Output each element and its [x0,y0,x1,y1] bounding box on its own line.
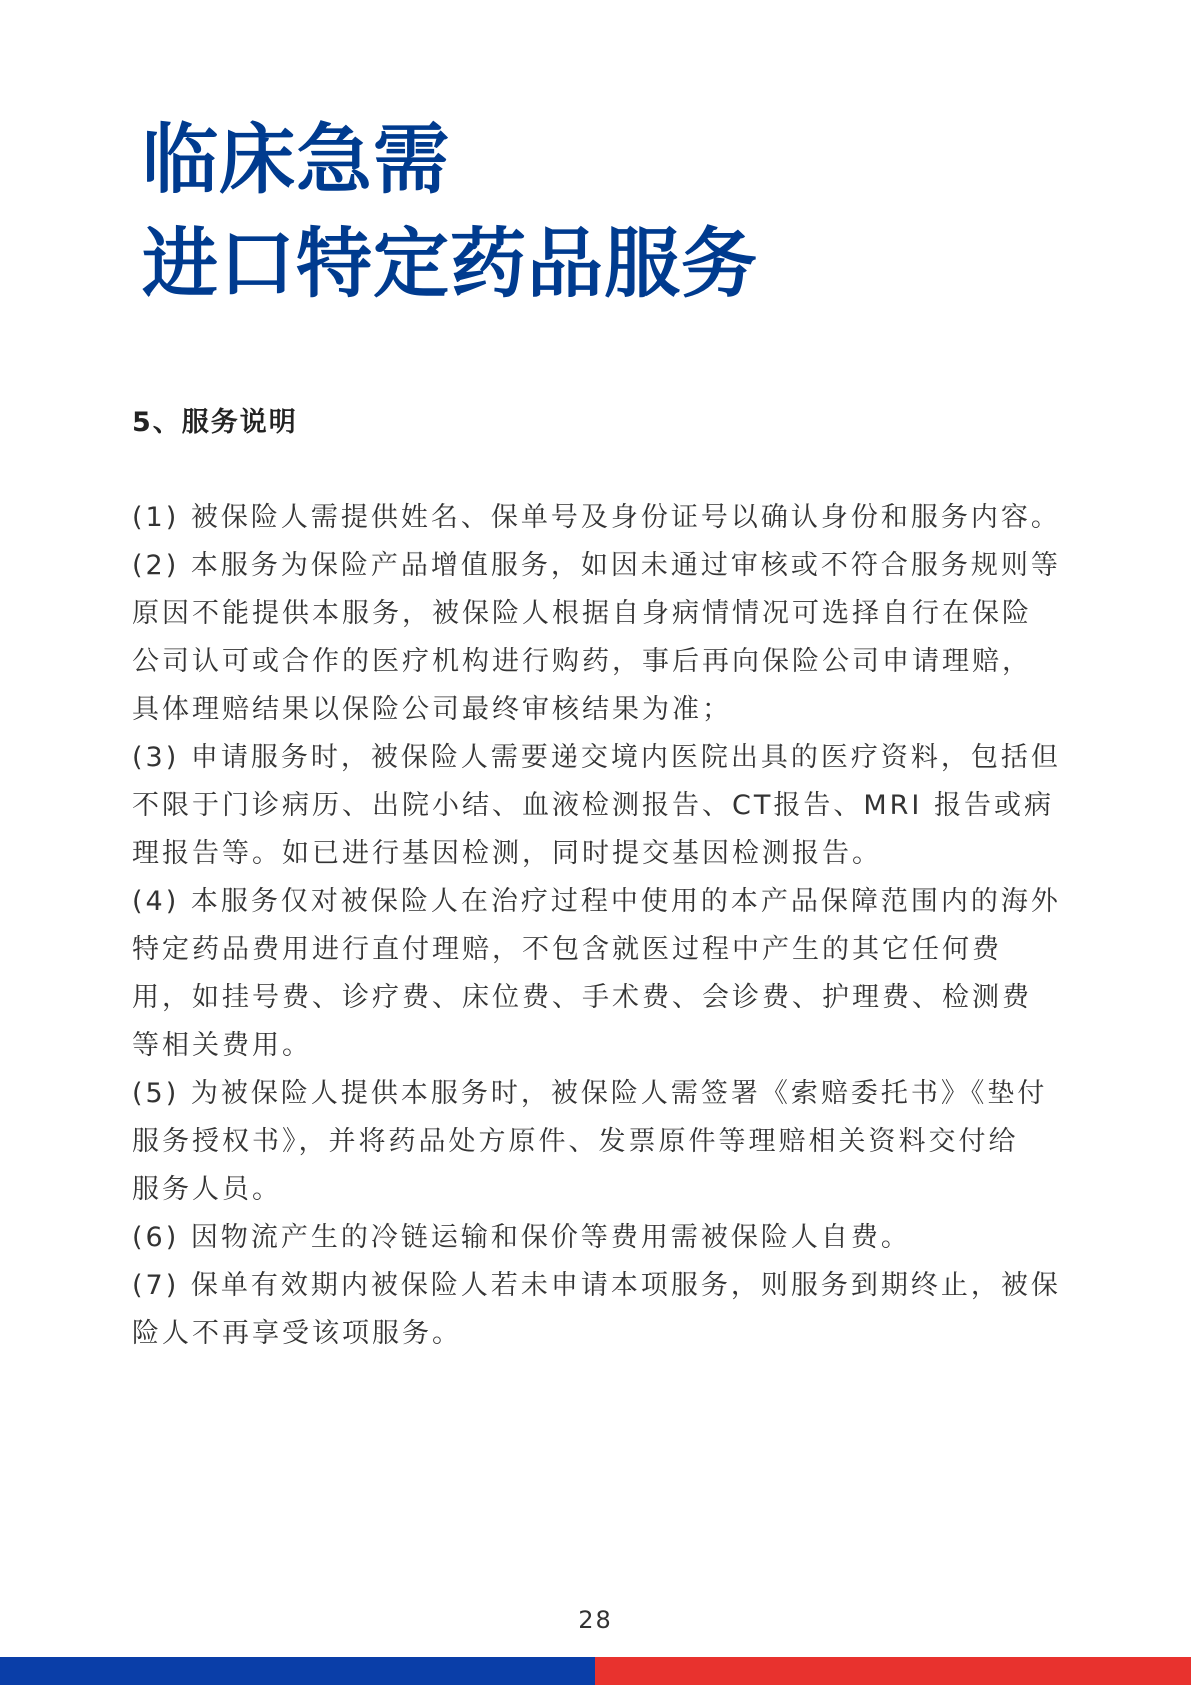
content-line: 具体理赔结果以保险公司最终审核结果为准； [132,694,732,725]
content-line: (2) 本服务为保险产品增值服务，如因未通过审核或不符合服务规则等 [132,550,1061,581]
content-line: (1) 被保险人需提供姓名、保单号及身份证号以确认身份和服务内容。 [132,502,1061,533]
page-title-line-1: 临床急需 [142,115,450,204]
content-line: 险人不再享受该项服务。 [132,1318,462,1349]
content-line: 不限于门诊病历、出院小结、血液检测报告、CT报告、MRI 报告或病 [132,790,1054,821]
page-title-line-2: 进口特定药品服务 [142,219,758,308]
content-line: 服务授权书》，并将药品处方原件、发票原件等理赔相关资料交付给 [132,1126,1019,1157]
content-line: (6) 因物流产生的冷链运输和保价等费用需被保险人自费。 [132,1222,911,1253]
section-heading: 5、服务说明 [132,407,298,438]
content-line: 公司认可或合作的医疗机构进行购药，事后再向保险公司申请理赔， [132,646,1032,677]
footer-bar-red [595,1657,1191,1685]
content-line: 服务人员。 [132,1174,282,1205]
content-line: 理报告等。如已进行基因检测，同时提交基因检测报告。 [132,838,882,869]
content-line: 特定药品费用进行直付理赔，不包含就医过程中产生的其它任何费 [132,934,1002,965]
page-title [142,108,1042,316]
content-line: (4) 本服务仅对被保险人在治疗过程中使用的本产品保障范围内的海外 [132,886,1061,917]
content-line: 等相关费用。 [132,1030,312,1061]
page-number: 28 [578,1606,613,1634]
content-line: (3) 申请服务时，被保险人需要递交境内医院出具的医疗资料，包括但 [132,742,1061,773]
service-description [132,494,1082,1358]
footer-color-bar [0,1657,1191,1685]
footer-bar-blue [0,1657,595,1685]
content-line: (5) 为被保险人提供本服务时，被保险人需签署《索赔委托书》《垫付 [132,1078,1048,1109]
content-line: (7) 保单有效期内被保险人若未申请本项服务，则服务到期终止，被保 [132,1270,1061,1301]
content-line: 用，如挂号费、诊疗费、床位费、手术费、会诊费、护理费、检测费 [132,982,1032,1013]
content-line: 原因不能提供本服务，被保险人根据自身病情情况可选择自行在保险 [132,598,1032,629]
